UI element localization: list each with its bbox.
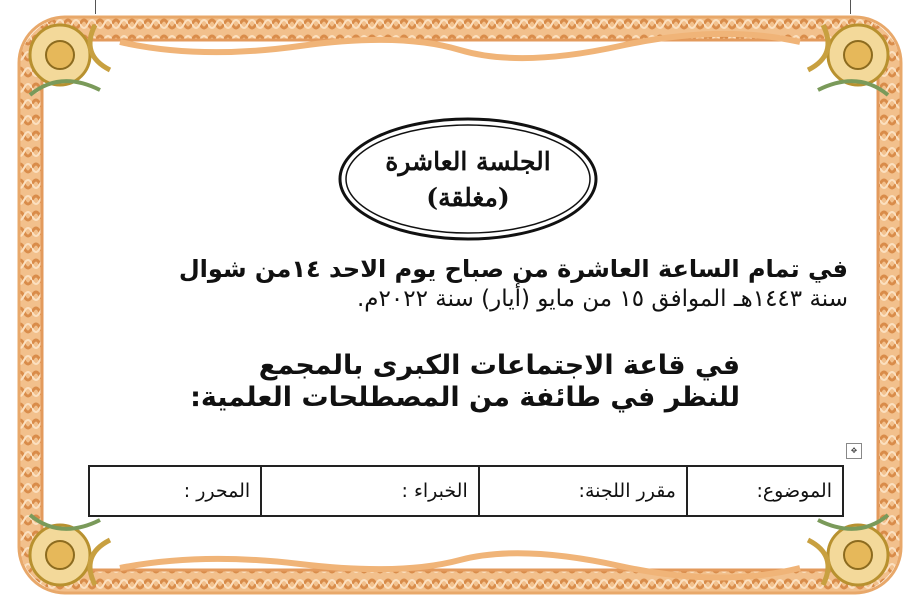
table-move-handle-icon[interactable]: ✥ xyxy=(846,443,862,459)
table-row xyxy=(89,466,843,516)
datetime-line-2: سنة ١٤٤٣هـ الموافق ١٥ من مايو (أيار) سنة ٢٠٢٢م. xyxy=(356,286,848,312)
session-title: الجلسة العاشرة xyxy=(385,146,551,176)
session-info-table xyxy=(88,465,844,517)
session-datetime-paragraph xyxy=(68,254,848,314)
datetime-line-1: في تمام الساعة العاشرة من صباح يوم الاحد ١٤من شوال xyxy=(178,255,848,283)
experts-cell[interactable]: الخبراء : xyxy=(261,466,479,516)
session-purpose-paragraph xyxy=(100,350,740,414)
session-status: (مغلقة) xyxy=(426,183,510,213)
session-title-oval xyxy=(337,117,599,241)
committee-rapporteur-cell[interactable]: مقرر اللجنة: xyxy=(479,466,687,516)
purpose-line-1: في قاعة الاجتماعات الكبرى بالمجمع xyxy=(258,350,740,381)
editor-cell[interactable]: المحرر : xyxy=(89,466,261,516)
topic-cell[interactable]: الموضوع: xyxy=(687,466,843,516)
purpose-line-2: للنظر في طائفة من المصطلحات العلمية: xyxy=(190,382,740,413)
